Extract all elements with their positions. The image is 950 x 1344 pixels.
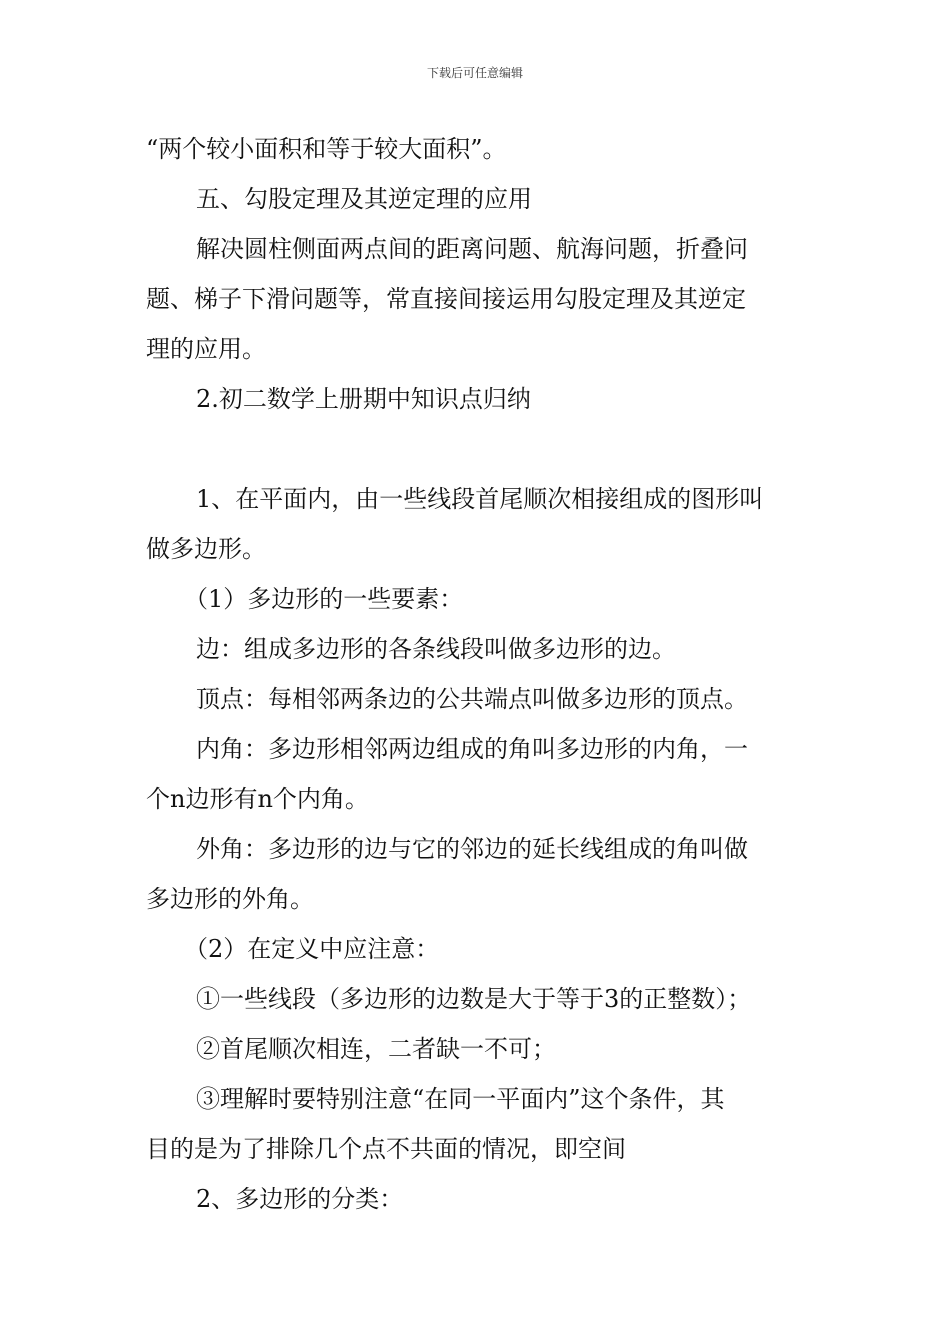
section-heading: 2、多边形的分类： (196, 1185, 404, 1213)
text-line: 题、梯子下滑问题等，常直接间接运用勾股定理及其逆定 (146, 285, 746, 313)
blank-line (146, 424, 808, 474)
section-heading: 2.初二数学上册期中知识点归纳 (196, 385, 531, 413)
text-line: 1、在平面内，由一些线段首尾顺次相接组成的图形叫 (196, 485, 764, 513)
page-header: 下载后可任意编辑 (426, 66, 523, 80)
list-item: ①一些线段（多边形的边数是大于等于3的正整数）； (196, 985, 752, 1013)
subsection-heading: （2）在定义中应注意： (184, 935, 440, 963)
document-body (146, 124, 808, 1224)
text-line: 解决圆柱侧面两点间的距离问题、航海问题，折叠问 (196, 235, 748, 263)
text-line: 顶点：每相邻两条边的公共端点叫做多边形的顶点。 (196, 685, 748, 713)
text-line: 内角：多边形相邻两边组成的角叫多边形的内角，一 (196, 735, 748, 763)
list-item: ②首尾顺次相连，二者缺一不可； (196, 1035, 556, 1063)
text-line: 做多边形。 (146, 535, 266, 563)
list-item: ③理解时要特别注意“在同一平面内”这个条件，其 (196, 1085, 725, 1113)
text-line: 理的应用。 (146, 335, 266, 363)
subsection-heading: （1）多边形的一些要素： (184, 585, 464, 613)
text-line: 多边形的外角。 (146, 885, 314, 913)
text-line: 个n边形有n个内角。 (146, 785, 369, 813)
text-line: 外角：多边形的边与它的邻边的延长线组成的角叫做 (196, 835, 748, 863)
text-line: 目的是为了排除几个点不共面的情况，即空间 (146, 1135, 626, 1163)
text-line: “两个较小面积和等于较大面积”。 (146, 135, 507, 163)
text-line: 边：组成多边形的各条线段叫做多边形的边。 (196, 635, 676, 663)
section-heading: 五、勾股定理及其逆定理的应用 (196, 185, 532, 213)
